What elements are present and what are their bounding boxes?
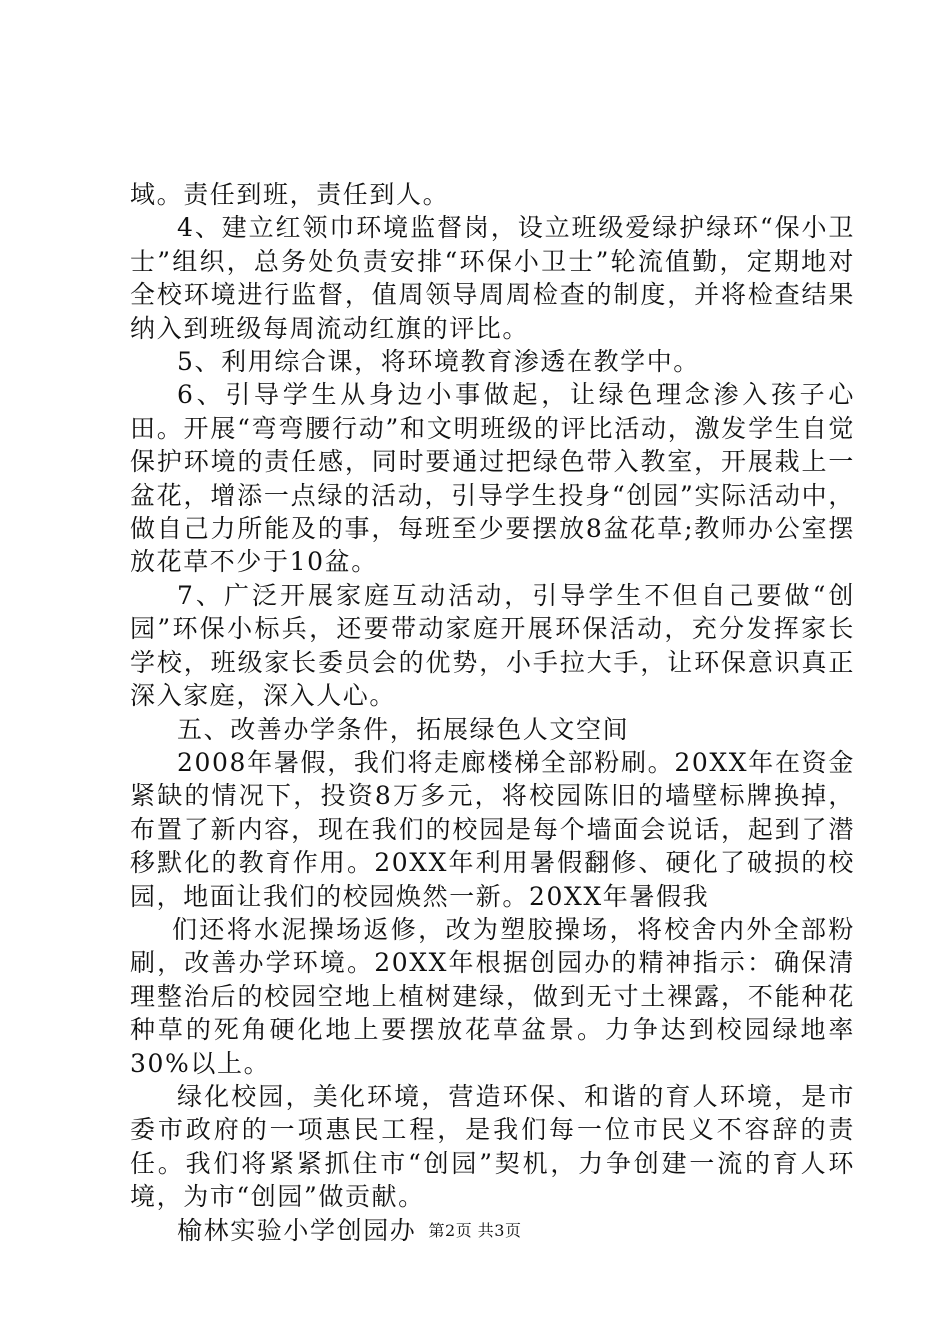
paragraph: 绿化校园，美化环境，营造环保、和谐的育人环境，是市委市政府的一项惠民工程，是我们每一位市民义不容辞的责任。我们将紧紧抓住市“创园”契机，力争创建一流的育人环境，为市“创园”做贡献。 xyxy=(130,1081,855,1212)
section-heading: 五、改善办学条件，拓展绿色人文空间 xyxy=(177,714,630,744)
paragraph: 7、广泛开展家庭互动活动，引导学生不但自己要做“创园”环保小标兵，还要带动家庭开展环保活动，充分发挥家长学校，班级家长委员会的优势，小手拉大手，让环保意识真正深入家庭，深入人心。 xyxy=(130,580,855,711)
paragraph: 5、利用综合课，将环境教育渗透在教学中。 xyxy=(177,347,700,377)
document-body xyxy=(130,178,855,1247)
paragraph: 们还将水泥操场返修，改为塑胶操场，将校舍内外全部粉刷，改善办学环境。20XX年根据创园办的精神指示：确保清理整治后的校园空地上植树建绿，做到无寸土裸露，不能种花种草的死角硬化地上要摆放花草盆景。力争达到校园绿地率30%以上。 xyxy=(130,914,855,1078)
paragraph: 2008年暑假，我们将走廊楼梯全部粉刷。20XX年在资金紧缺的情况下，投资8万多元，将校园陈旧的墙壁标牌换掉，布置了新内容，现在我们的校园是每个墙面会说话，起到了潜移默化的教育作用。20XX年利用暑假翻修、硬化了破损的校园，地面让我们的校园焕然一新。20XX年暑假我 xyxy=(130,747,855,911)
signature-line: 榆林实验小学创园办 xyxy=(177,1215,417,1245)
paragraph: 6、引导学生从身边小事做起，让绿色理念渗入孩子心田。开展“弯弯腰行动”和文明班级的评比活动，激发学生自觉保护环境的责任感，同时要通过把绿色带入教室，开展栽上一盆花，增添一点绿的活动，引导学生投身“创园”实际活动中，做自己力所能及的事，每班至少要摆放8盆花草;教师办公室摆放花草不少于10盆。 xyxy=(130,380,855,577)
paragraph: 4、建立红领巾环境监督岗，设立班级爱绿护绿环“保小卫士”组织，总务处负责安排“环保小卫士”轮流值勤，定期地对全校环境进行监督，值周领导周周检查的制度，并将检查结果纳入到班级每周流动红旗的评比。 xyxy=(130,213,855,343)
page-number: 第2页 共3页 xyxy=(428,1221,522,1240)
paragraph: 域。责任到班，责任到人。 xyxy=(130,180,450,209)
